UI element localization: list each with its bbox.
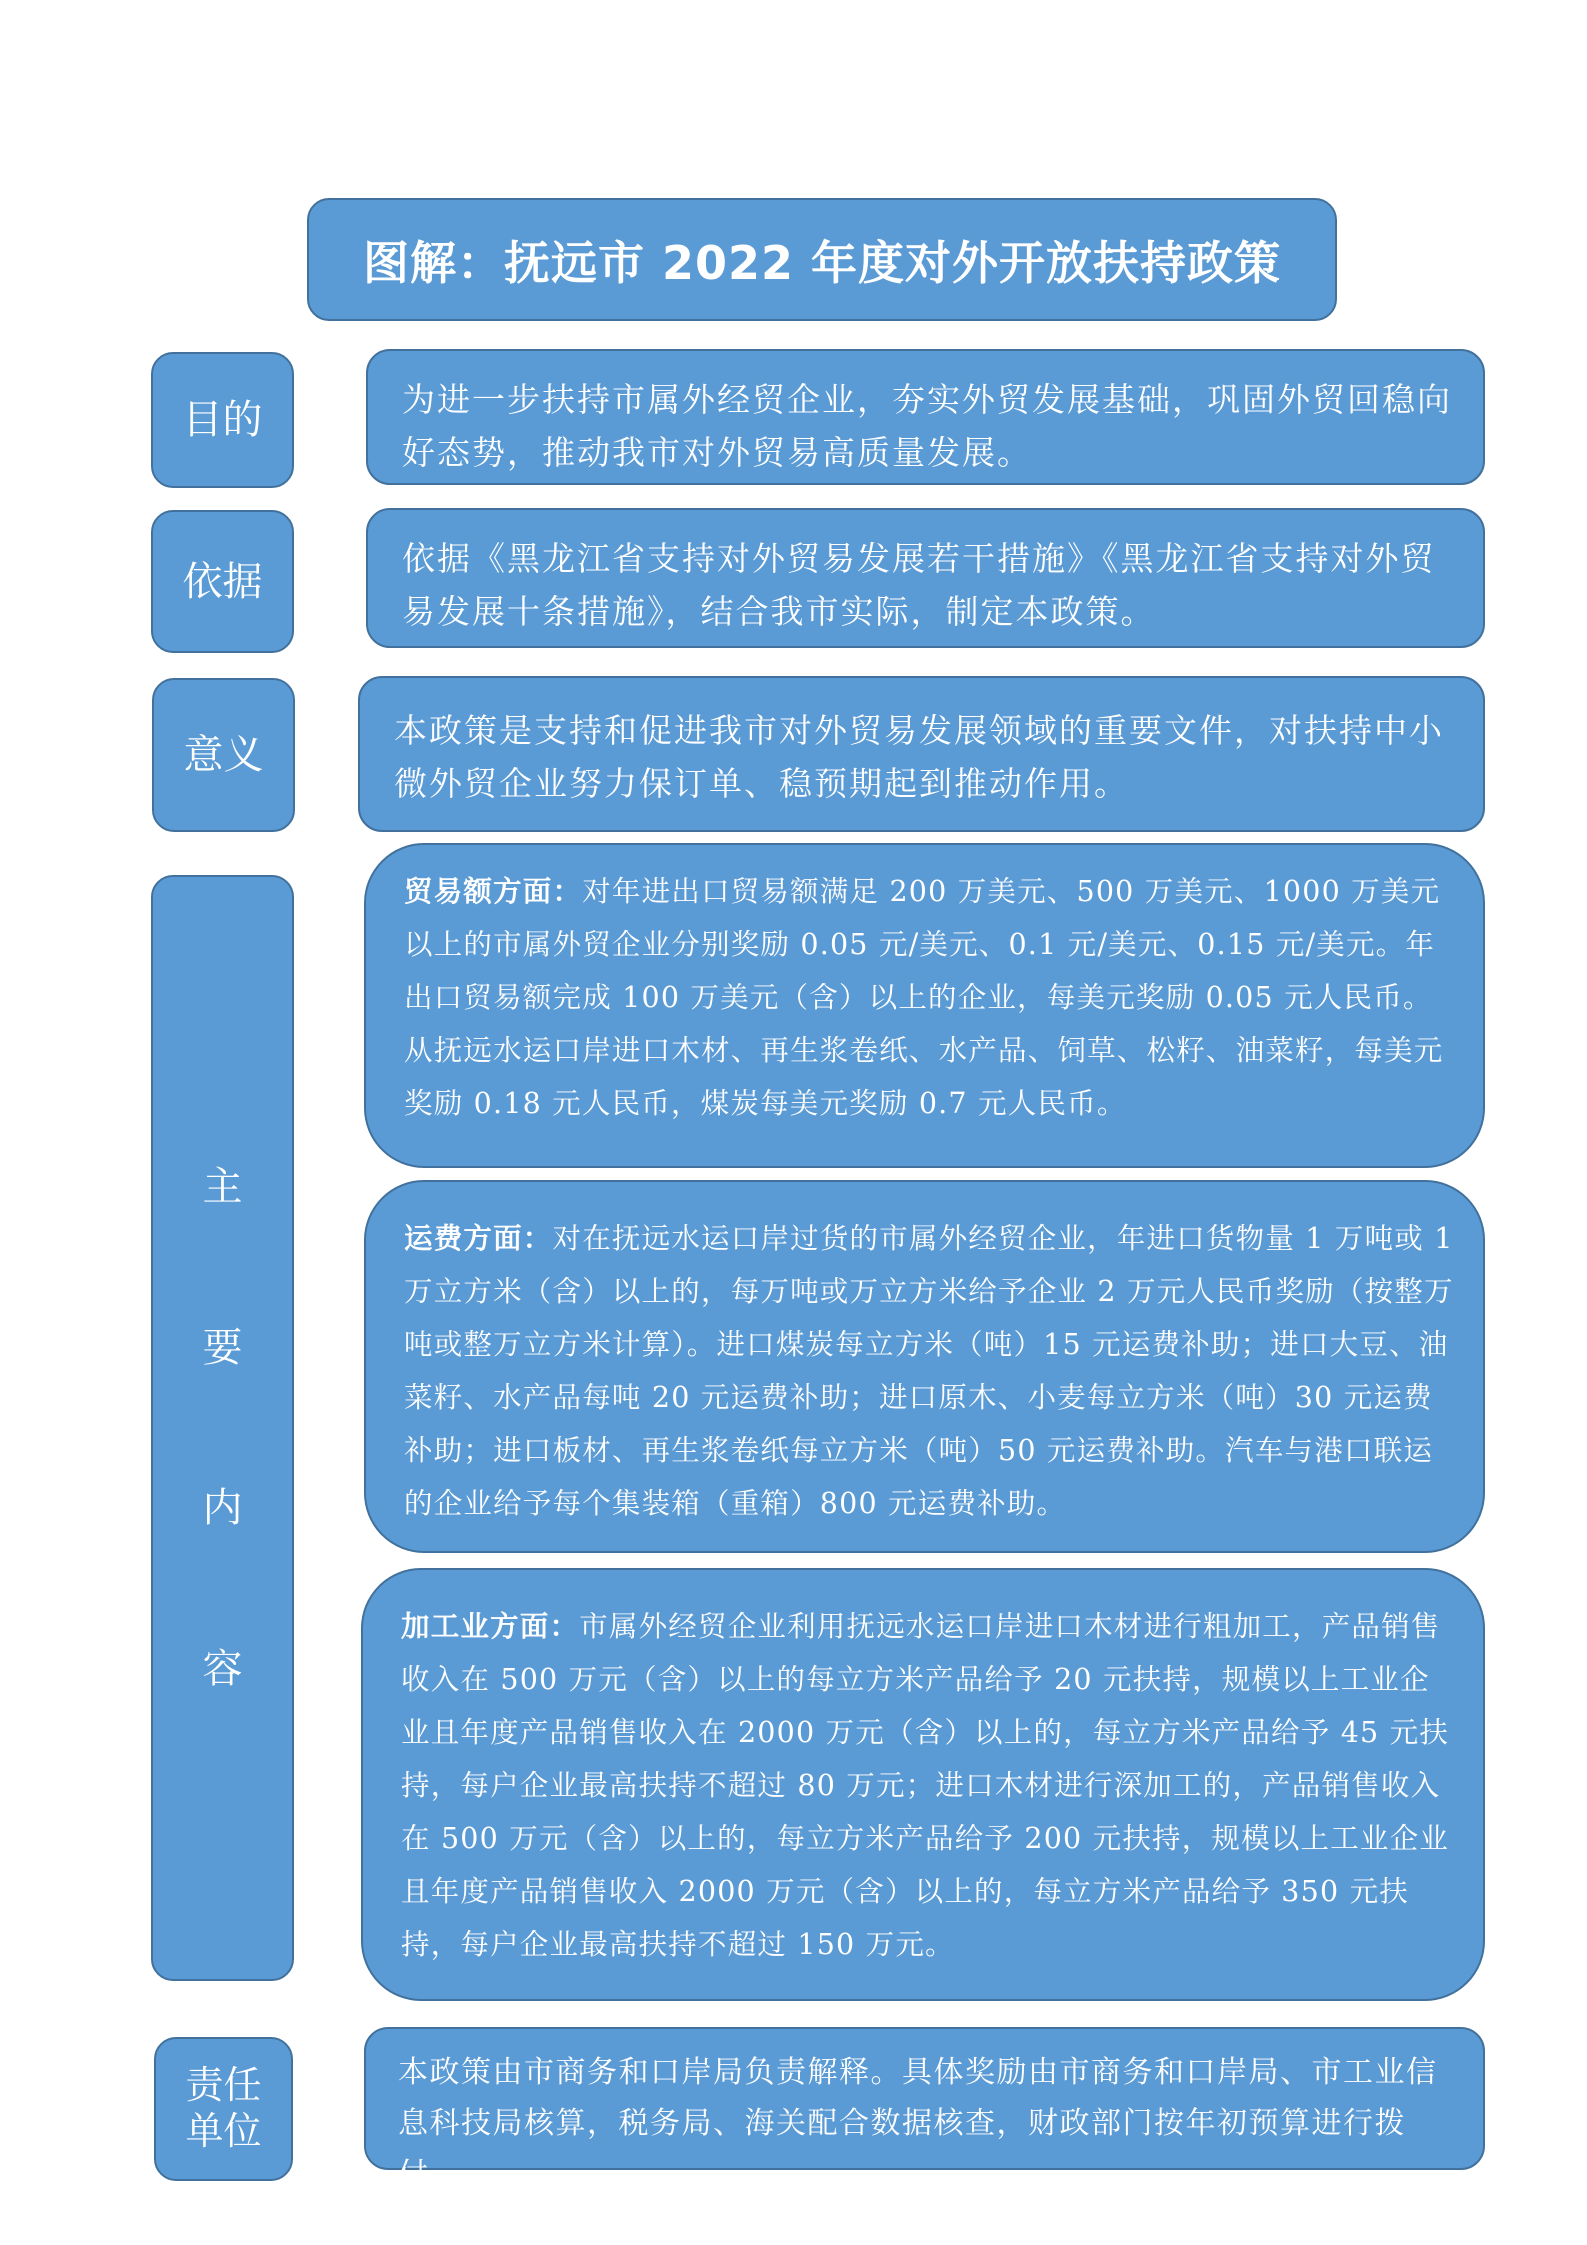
responsible-text: 本政策由市商务和口岸局负责解释。具体奖励由市商务和口岸局、市工业信息科技局核算，税务局、海关配合数据核查，财政部门按年初预算进行拨付。 <box>398 2055 1438 2192</box>
purpose-label-text: 目的 <box>182 397 263 443</box>
processing-text: 市属外经贸企业利用抚远水运口岸进口木材进行粗加工，产品销售收入在 500 万元（含）以上的每立方米产品给予 20 元扶持，规模以上工业企业且年度产品销售收入在 2000 万元（含）以上的，每立方米产品给予 45 元扶持，每户企业最高扶持不超过 80 万元；进口木材进行深加工的，产品销售收入在 500 万元（含）以上的，每立方米产品给予 200 元扶持，规模以上工业企业且年度产品销售收入 2000 万元（含）以上的，每立方米产品给予 350 元扶持，每户企业最高扶持不超过 150 万元。 <box>401 1610 1450 1961</box>
main-content-label-char-1: 主 <box>202 1164 243 1211</box>
main-content-label-char-3: 内 <box>202 1485 243 1532</box>
responsible-label-text: 责任单位 <box>185 2063 262 2153</box>
trade-heading: 贸易额方面： <box>404 875 583 908</box>
processing-heading: 加工业方面： <box>401 1610 580 1643</box>
freight-text: 对在抚远水运口岸过货的市属外经贸企业，年进口货物量 1 万吨或 1 万立方米（含）以上的，每万吨或万立方米给予企业 2 万元人民币奖励（按整万吨或整万立方米计算）。进口煤炭每立方米（吨）15 元运费补助；进口大豆、油菜籽、水产品每吨 20 元运费补助；进口原木、小麦每立方米（吨）30 元运费补助；进口板材、再生浆卷纸每立方米（吨）50 元运费补助。汽车与港口联运的企业给予每个集装箱（重箱）800 元运费补助。 <box>404 1222 1454 1520</box>
trade-box <box>364 843 1485 1168</box>
basis-label <box>151 510 294 653</box>
purpose-box <box>366 349 1485 485</box>
purpose-label <box>151 352 294 488</box>
responsible-box <box>364 2027 1485 2192</box>
trade-text: 对年进出口贸易额满足 200 万美元、500 万美元、1000 万美元以上的市属外贸企业分别奖励 0.05 元/美元、0.1 元/美元、0.15 元/美元。年出口贸易额完成 100 万美元（含）以上的企业，每美元奖励 0.05 元人民币。从抚远水运口岸进口木材、再生浆卷纸、水产品、饲草、松籽、油菜籽，每美元奖励 0.18 元人民币，煤炭每美元奖励 0.7 元人民币。 <box>404 875 1444 1120</box>
main-content-label-char-2: 要 <box>202 1324 243 1371</box>
processing-box <box>361 1568 1485 2001</box>
purpose-text: 为进一步扶持市属外经贸企业，夯实外贸发展基础，巩固外贸回稳向好态势，推动我市对外贸易高质量发展。 <box>402 380 1452 472</box>
significance-text: 本政策是支持和促进我市对外贸易发展领域的重要文件，对扶持中小微外贸企业努力保订单、稳预期起到推动作用。 <box>394 711 1444 803</box>
significance-box <box>358 676 1485 832</box>
responsible-label <box>154 2037 293 2181</box>
significance-label <box>152 678 295 832</box>
main-content-label-char-4: 容 <box>202 1645 243 1692</box>
basis-text: 依据《黑龙江省支持对外贸易发展若干措施》《黑龙江省支持对外贸易发展十条措施》，结合我市实际，制定本政策。 <box>402 539 1436 631</box>
basis-label-text: 依据 <box>182 558 263 605</box>
main-content-label <box>151 875 294 1981</box>
significance-label-text: 意义 <box>183 732 264 778</box>
basis-box <box>366 508 1485 648</box>
page-title-text: 图解：抚远市 2022 年度对外开放扶持政策 <box>362 235 1282 290</box>
page-title <box>307 198 1337 321</box>
freight-heading: 运费方面： <box>404 1222 553 1255</box>
freight-box <box>364 1180 1485 1553</box>
